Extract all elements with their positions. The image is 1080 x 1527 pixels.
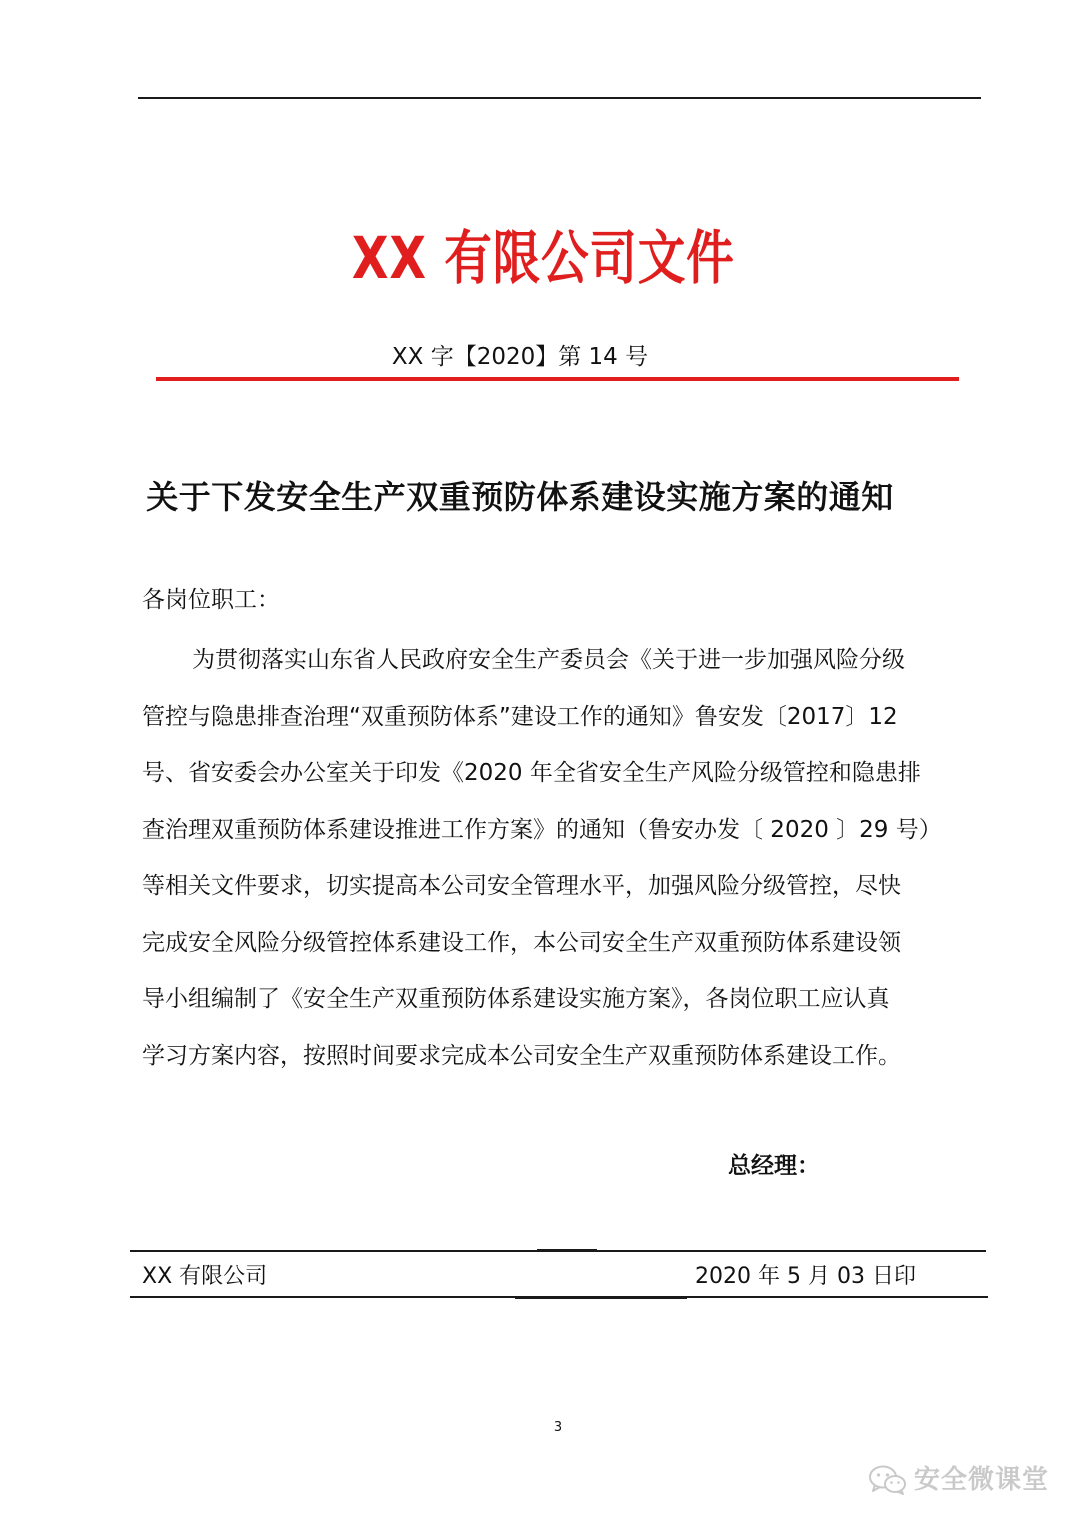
body-line: 等相关文件要求，切实提高本公司安全管理水平，加强风险分级管控，尽快 [142, 873, 901, 899]
watermark [868, 1458, 1049, 1502]
watermark-text: 安全微课堂 [914, 1465, 1050, 1495]
footer-print-date: 2020 年 5 月 03 日印 [695, 1264, 916, 1289]
footer-company: XX 有限公司 [142, 1264, 268, 1289]
page-number: 3 [553, 1420, 563, 1435]
signer-label: 总经理： [728, 1153, 820, 1179]
body-line: 号、省安委会办公室关于印发《2020 年全省安全生产风险分级管控和隐患排 [142, 760, 921, 786]
body-line: 完成安全风险分级管控体系建设工作，本公司安全生产双重预防体系建设领 [142, 929, 901, 956]
issuer-title: XX 有限公司文件 [351, 224, 735, 292]
body-line: 管控与隐患排查治理“双重预防体系”建设工作的通知》鲁安发〔2017〕12 [142, 703, 898, 730]
body-text [142, 632, 978, 1084]
wechat-icon [868, 1464, 908, 1496]
salutation: 各岗位职工： [142, 587, 280, 613]
footer-top-rule-segment [537, 1249, 597, 1252]
notice-title: 关于下发安全生产双重预防体系建设实施方案的通知 [146, 478, 894, 516]
document-number: XX 字【2020】第 14 号 [391, 344, 649, 370]
body-line: 为贯彻落实山东省人民政府安全生产委员会《关于进一步加强风险分级 [192, 647, 905, 673]
red-rule [156, 377, 959, 381]
body-line: 导小组编制了《安全生产双重预防体系建设实施方案》，各岗位职工应认真 [142, 986, 890, 1012]
body-line: 查治理双重预防体系建设推进工作方案》的通知（鲁安办发〔 2020 〕29 号） [142, 816, 942, 843]
body-line: 学习方案内容，按照时间要求完成本公司安全生产双重预防体系建设工作。 [142, 1042, 901, 1069]
top-rule [138, 97, 981, 99]
footer-bottom-rule-segment [515, 1296, 687, 1299]
